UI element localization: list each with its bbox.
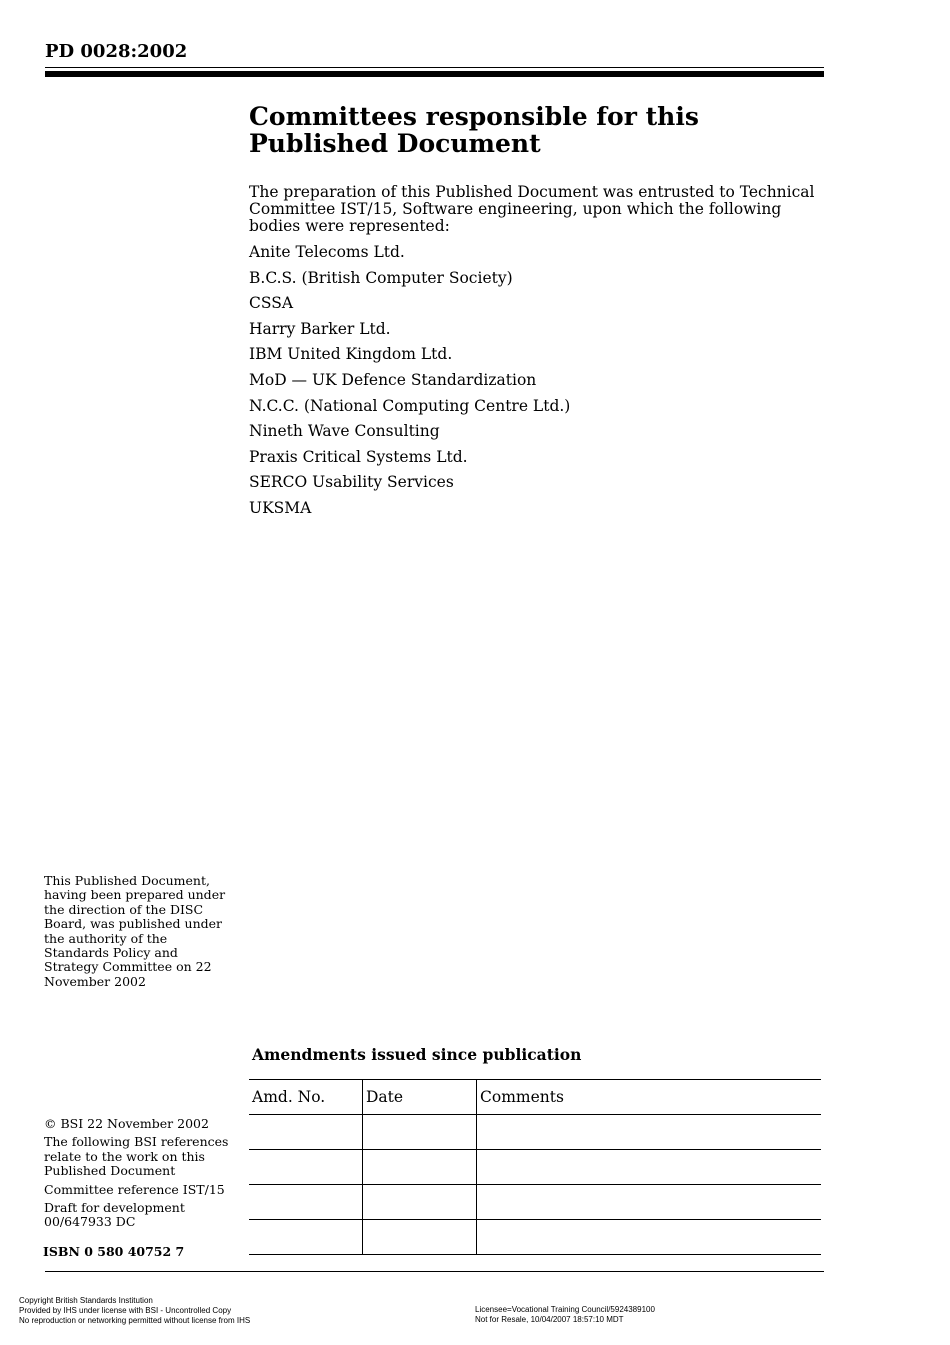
- list-item: SERCO Usability Services: [249, 473, 454, 492]
- amendments-table: [249, 1079, 821, 1255]
- list-item: Nineth Wave Consulting: [249, 422, 440, 441]
- table-cell: [363, 1150, 477, 1185]
- column-header-date: Date: [363, 1080, 477, 1115]
- table-cell: [477, 1150, 822, 1185]
- represented-bodies-list: [249, 243, 570, 525]
- list-item: N.C.C. (National Computing Centre Ltd.): [249, 396, 571, 415]
- list-item: CSSA: [249, 294, 294, 313]
- list-item: Praxis Critical Systems Ltd.: [249, 447, 468, 466]
- page-title-line-2: Published Document: [249, 129, 541, 158]
- intro-paragraph: The preparation of this Published Document was entrusted to Technical Committee IST/15, Software engineering, upon which the following bodies were represented:: [249, 183, 815, 235]
- footer-license-left: [19, 1296, 250, 1326]
- footer-license-right: [475, 1305, 655, 1325]
- amendments-title: Amendments issued since publication: [252, 1045, 582, 1064]
- list-item: IBM United Kingdom Ltd.: [249, 345, 453, 364]
- list-item: MoD — UK Defence Standardization: [249, 370, 537, 389]
- page-title-line-1: Committees responsible for this: [249, 102, 699, 131]
- table-cell: [249, 1220, 363, 1255]
- table-cell: [477, 1115, 822, 1150]
- isbn: ISBN 0 580 40752 7: [43, 1244, 185, 1259]
- table-cell: [363, 1185, 477, 1220]
- footer-line: No reproduction or networking permitted without license from IHS: [19, 1316, 251, 1325]
- publication-note: This Published Document, having been prepared under the direction of the DISC Board, was published under the authority of the Standards Policy and Strategy Committee on 22 November 2002: [44, 873, 226, 989]
- references-intro: The following BSI references relate to the work on this Published Document: [44, 1134, 229, 1179]
- footer-line: Not for Resale, 10/04/2007 18:57:10 MDT: [475, 1315, 624, 1324]
- table-row: [249, 1115, 821, 1150]
- footer-line: Licensee=Vocational Training Council/5924389100: [475, 1305, 655, 1314]
- copyright-notice: © BSI 22 November 2002: [44, 1116, 209, 1131]
- table-row: [249, 1220, 821, 1255]
- document-code: PD 0028:2002: [45, 41, 188, 62]
- page-title: [249, 103, 769, 157]
- list-item: Anite Telecoms Ltd.: [249, 243, 405, 261]
- table-row: [249, 1150, 821, 1185]
- footer-line: Copyright British Standards Institution: [19, 1296, 153, 1305]
- table-cell: [249, 1185, 363, 1220]
- footer-line: Provided by IHS under license with BSI - Uncontrolled Copy: [19, 1306, 232, 1315]
- table-cell: [363, 1220, 477, 1255]
- footer-rule: [45, 1271, 824, 1272]
- copyright-block: [44, 1117, 234, 1234]
- header-rule-thick: [45, 71, 824, 77]
- list-item: Harry Barker Ltd.: [249, 319, 391, 338]
- table-cell: [477, 1220, 822, 1255]
- table-header-row: [249, 1080, 821, 1115]
- table-cell: [249, 1150, 363, 1185]
- column-header-comments: Comments: [477, 1080, 822, 1115]
- header-rule-thin: [45, 67, 824, 68]
- table-cell: [363, 1115, 477, 1150]
- list-item: B.C.S. (British Computer Society): [249, 268, 513, 287]
- column-header-amd-no: Amd. No.: [249, 1080, 363, 1115]
- table-row: [249, 1185, 821, 1220]
- table-cell: [477, 1185, 822, 1220]
- draft-reference: Draft for development 00/647933 DC: [44, 1200, 185, 1230]
- table-cell: [249, 1115, 363, 1150]
- list-item: UKSMA: [249, 498, 312, 517]
- committee-reference: Committee reference IST/15: [44, 1181, 225, 1197]
